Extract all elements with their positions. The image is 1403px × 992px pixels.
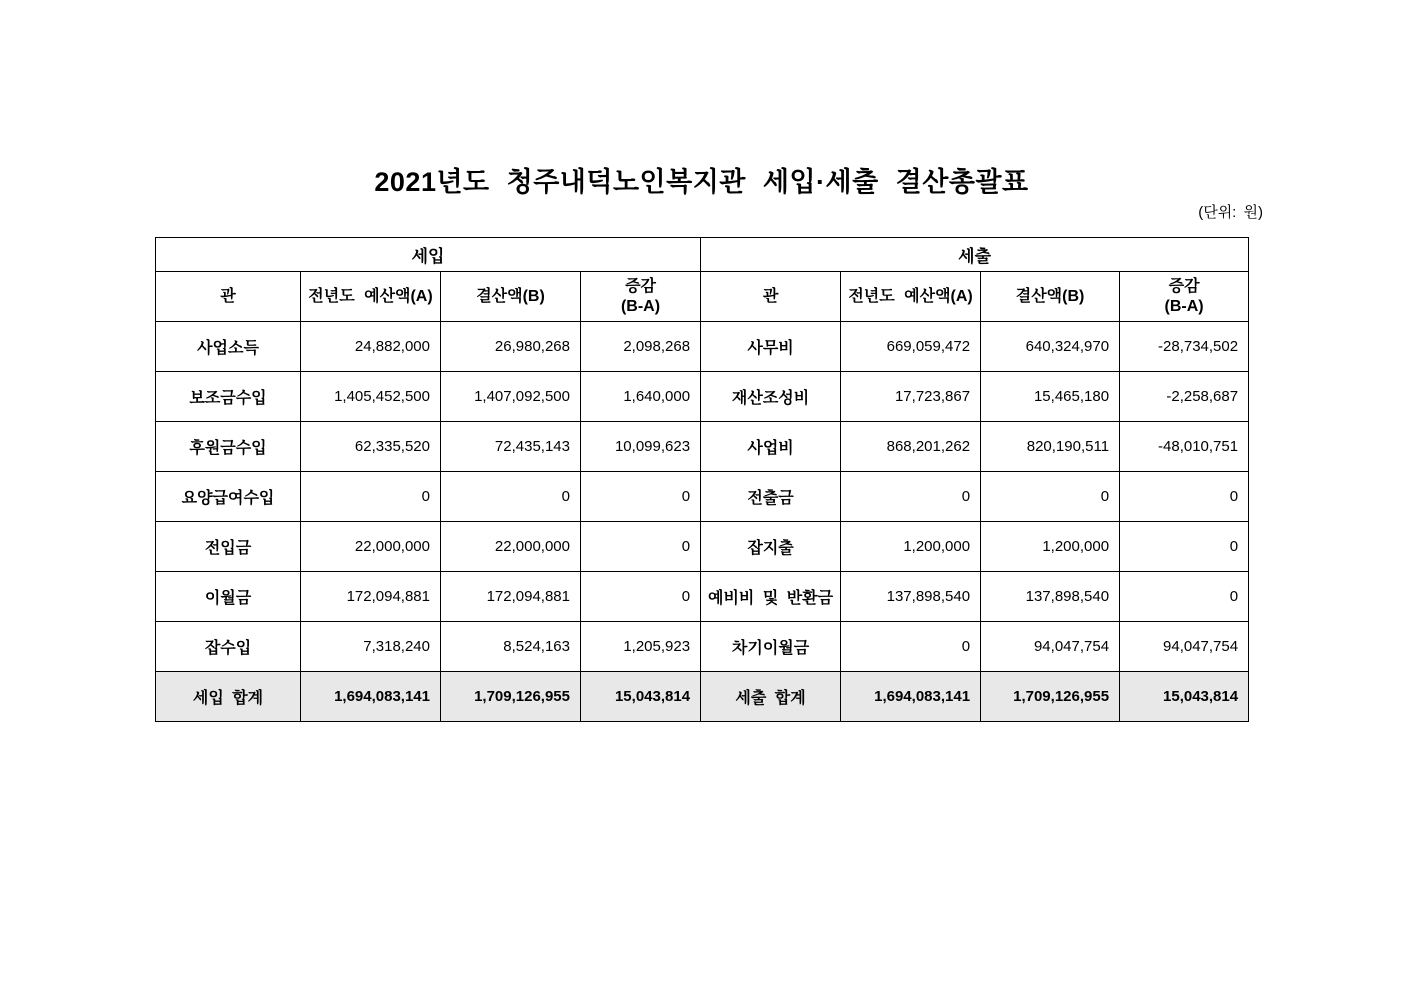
- expenditure-category-cell: 세출 합계: [701, 672, 841, 722]
- expenditure-column-header-category: 관: [701, 272, 841, 322]
- expenditure-column-header-change-line1: 증감: [1168, 277, 1200, 295]
- table-row: [156, 422, 1249, 472]
- page-title: 2021년도 청주내덕노인복지관 세입·세출 결산총괄표: [374, 167, 1029, 197]
- revenue-settlement-cell: 26,980,268: [441, 322, 581, 372]
- revenue-category-cell: 이월금: [156, 572, 301, 622]
- expenditure-change-cell: -28,734,502: [1120, 322, 1249, 372]
- revenue-category-cell: 잡수입: [156, 622, 301, 672]
- column-header-row: [156, 272, 1249, 322]
- expenditure-settlement-cell: 640,324,970: [981, 322, 1120, 372]
- expenditure-settlement-cell: 94,047,754: [981, 622, 1120, 672]
- revenue-change-cell: 1,640,000: [581, 372, 701, 422]
- revenue-section-header: 세입: [156, 238, 701, 272]
- expenditure-prev-budget-cell: 1,694,083,141: [841, 672, 981, 722]
- revenue-prev-budget-cell: 172,094,881: [301, 572, 441, 622]
- expenditure-change-cell: 15,043,814: [1120, 672, 1249, 722]
- expenditure-prev-budget-cell: 137,898,540: [841, 572, 981, 622]
- expenditure-category-cell: 사업비: [701, 422, 841, 472]
- table-row: [156, 522, 1249, 572]
- expenditure-column-header-prev-budget: 전년도 예산액(A): [841, 272, 981, 322]
- expenditure-change-cell: 0: [1120, 522, 1249, 572]
- revenue-settlement-cell: 22,000,000: [441, 522, 581, 572]
- revenue-change-cell: 10,099,623: [581, 422, 701, 472]
- revenue-prev-budget-cell: 1,694,083,141: [301, 672, 441, 722]
- revenue-settlement-cell: 8,524,163: [441, 622, 581, 672]
- expenditure-change-cell: 0: [1120, 572, 1249, 622]
- table-row: [156, 472, 1249, 522]
- expenditure-category-cell: 잡지출: [701, 522, 841, 572]
- expenditure-category-cell: 예비비 및 반환금: [701, 572, 841, 622]
- expenditure-category-cell: 차기이월금: [701, 622, 841, 672]
- expenditure-change-cell: 0: [1120, 472, 1249, 522]
- revenue-column-header-prev-budget: 전년도 예산액(A): [301, 272, 441, 322]
- unit-label: (단위: 원): [1198, 204, 1263, 221]
- expenditure-settlement-cell: 1,200,000: [981, 522, 1120, 572]
- revenue-prev-budget-cell: 22,000,000: [301, 522, 441, 572]
- revenue-prev-budget-cell: 0: [301, 472, 441, 522]
- revenue-change-cell: 15,043,814: [581, 672, 701, 722]
- revenue-settlement-cell: 1,407,092,500: [441, 372, 581, 422]
- table-body: [156, 322, 1249, 722]
- revenue-category-cell: 후원금수입: [156, 422, 301, 472]
- revenue-column-header-change-line2: (B-A): [620, 297, 661, 315]
- revenue-prev-budget-cell: 62,335,520: [301, 422, 441, 472]
- expenditure-settlement-cell: 820,190,511: [981, 422, 1120, 472]
- revenue-settlement-cell: 172,094,881: [441, 572, 581, 622]
- revenue-settlement-cell: 72,435,143: [441, 422, 581, 472]
- revenue-category-cell: 세입 합계: [156, 672, 301, 722]
- expenditure-column-header-change-line2: (B-A): [1164, 297, 1204, 315]
- revenue-prev-budget-cell: 24,882,000: [301, 322, 441, 372]
- table-row: [156, 622, 1249, 672]
- revenue-settlement-cell: 0: [441, 472, 581, 522]
- expenditure-prev-budget-cell: 0: [841, 622, 981, 672]
- table-row: [156, 572, 1249, 622]
- total-row: [156, 672, 1249, 722]
- group-header-row: [156, 238, 1249, 272]
- revenue-prev-budget-cell: 7,318,240: [301, 622, 441, 672]
- expenditure-settlement-cell: 15,465,180: [981, 372, 1120, 422]
- expenditure-prev-budget-cell: 1,200,000: [841, 522, 981, 572]
- expenditure-prev-budget-cell: 868,201,262: [841, 422, 981, 472]
- revenue-column-header-change: [581, 272, 701, 322]
- expenditure-section-header: 세출: [701, 238, 1249, 272]
- expenditure-settlement-cell: 0: [981, 472, 1120, 522]
- expenditure-prev-budget-cell: 669,059,472: [841, 322, 981, 372]
- revenue-prev-budget-cell: 1,405,452,500: [301, 372, 441, 422]
- table-row: [156, 322, 1249, 372]
- expenditure-change-cell: 94,047,754: [1120, 622, 1249, 672]
- revenue-category-cell: 전입금: [156, 522, 301, 572]
- revenue-category-cell: 보조금수입: [156, 372, 301, 422]
- revenue-column-header-settlement: 결산액(B): [441, 272, 581, 322]
- revenue-change-cell: 0: [581, 522, 701, 572]
- revenue-column-header-category: 관: [156, 272, 301, 322]
- revenue-category-cell: 요양급여수입: [156, 472, 301, 522]
- expenditure-column-header-settlement: 결산액(B): [981, 272, 1120, 322]
- expenditure-category-cell: 재산조성비: [701, 372, 841, 422]
- revenue-change-cell: 0: [581, 572, 701, 622]
- expenditure-settlement-cell: 1,709,126,955: [981, 672, 1120, 722]
- revenue-change-cell: 0: [581, 472, 701, 522]
- expenditure-settlement-cell: 137,898,540: [981, 572, 1120, 622]
- expenditure-column-header-change: [1120, 272, 1249, 322]
- expenditure-prev-budget-cell: 0: [841, 472, 981, 522]
- revenue-change-cell: 1,205,923: [581, 622, 701, 672]
- expenditure-prev-budget-cell: 17,723,867: [841, 372, 981, 422]
- expenditure-category-cell: 사무비: [701, 322, 841, 372]
- revenue-category-cell: 사업소득: [156, 322, 301, 372]
- table-row: [156, 372, 1249, 422]
- settlement-table: [155, 237, 1249, 722]
- expenditure-category-cell: 전출금: [701, 472, 841, 522]
- revenue-change-cell: 2,098,268: [581, 322, 701, 372]
- revenue-settlement-cell: 1,709,126,955: [441, 672, 581, 722]
- expenditure-change-cell: -2,258,687: [1120, 372, 1249, 422]
- expenditure-change-cell: -48,010,751: [1120, 422, 1249, 472]
- revenue-column-header-change-line1: 증감: [625, 277, 656, 295]
